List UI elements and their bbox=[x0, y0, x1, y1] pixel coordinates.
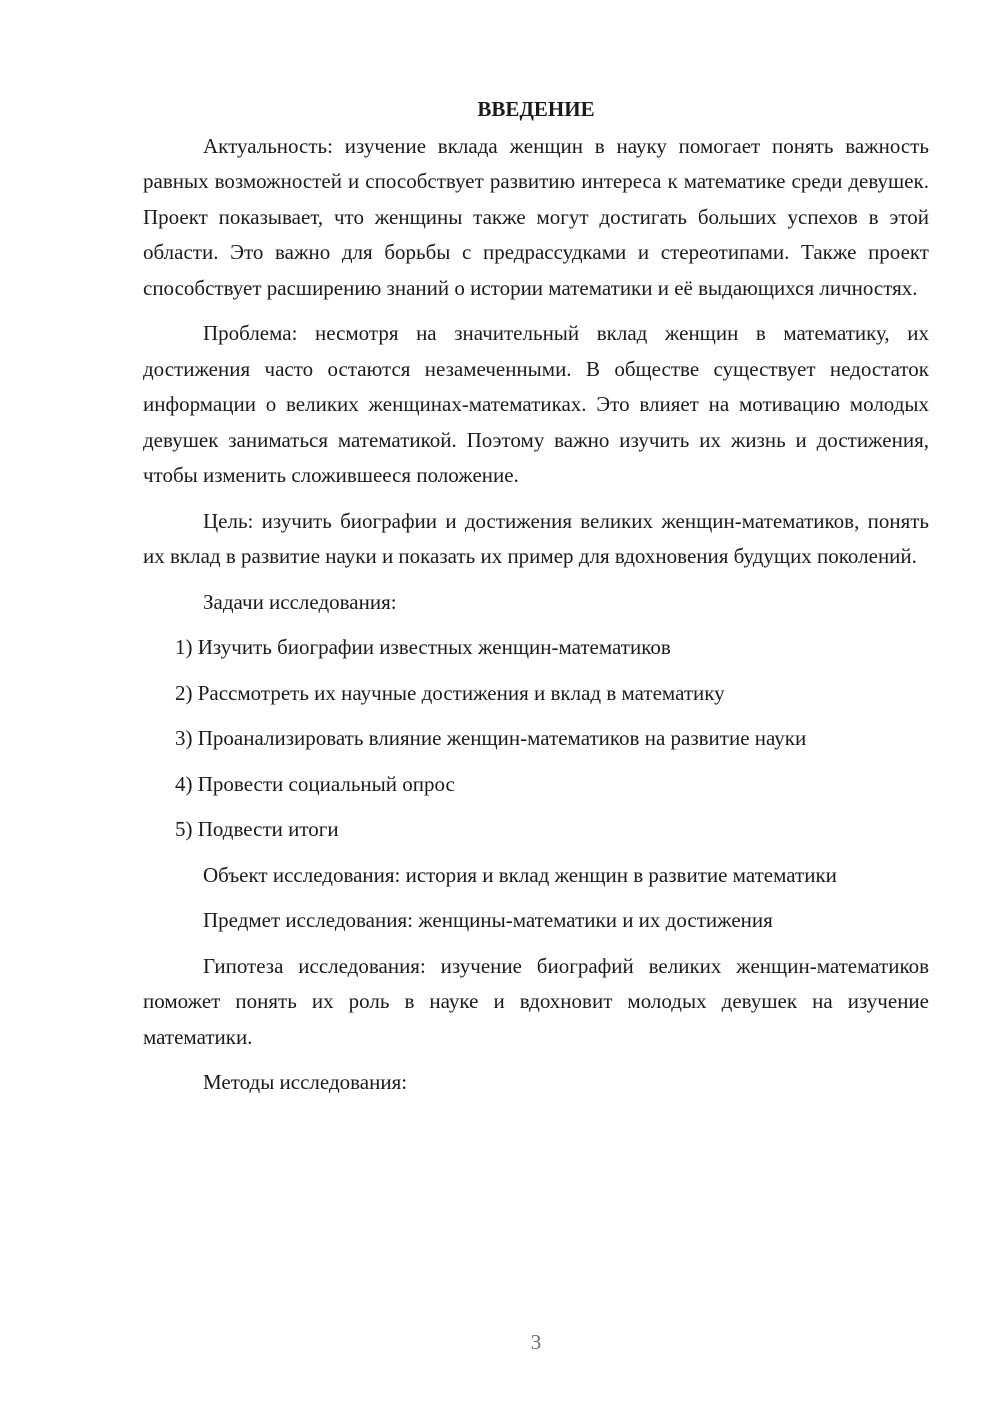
research-subject: Предмет исследования: женщины-математики и их достижения bbox=[203, 908, 773, 932]
task-item-3: 3) Проанализировать влияние женщин-математиков на развитие науки bbox=[175, 726, 807, 750]
task-item-5: 5) Подвести итоги bbox=[175, 817, 339, 841]
task-item-1: 1) Изучить биографии известных женщин-математиков bbox=[175, 635, 671, 659]
goal-paragraph: Цель: изучить биографии и достижения великих женщин-математиков, понять их вклад в развитие науки и показать их пример для вдохновения будущих поколений. bbox=[143, 508, 929, 568]
task-item-2: 2) Рассмотреть их научные достижения и вклад в математику bbox=[175, 680, 725, 705]
page-title: ВВЕДЕНИЕ bbox=[477, 97, 595, 121]
page-content bbox=[143, 92, 929, 1111]
research-object: Объект исследования: история и вклад женщин в развитие математики bbox=[203, 862, 837, 887]
tasks-heading: Задачи исследования: bbox=[203, 589, 397, 614]
research-methods: Методы исследования: bbox=[203, 1070, 408, 1094]
problem-paragraph: Проблема: несмотря на значительный вклад женщин в математику, их достижения часто остаются незамеченными. В обществе существует недостаток информации о великих женщинах-математиках. Это влияет на мотивацию молодых девушек заниматься математикой. Поэтому важно изучить их жизнь и достижения, чтобы изменить сложившееся положение. bbox=[143, 321, 929, 487]
relevance-paragraph: Актуальность: изучение вклада женщин в науку помогает понять важность равных возможностей и способствует развитию интереса к математике среди девушек. Проект показывает, что женщины также могут достигать больших успехов в этой области. Это важно для борьбы с предрассудками и стереотипами. Также проект способствует расширению знаний о истории математики и её выдающихся личностях. bbox=[143, 133, 929, 300]
research-hypothesis: Гипотеза исследования: изучение биографий великих женщин-математиков поможет понять их роль в науке и вдохновит молодых девушек на изучение математики. bbox=[143, 953, 929, 1049]
task-item-4: 4) Провести социальный опрос bbox=[175, 771, 455, 796]
page-number: 3 bbox=[530, 1330, 542, 1354]
